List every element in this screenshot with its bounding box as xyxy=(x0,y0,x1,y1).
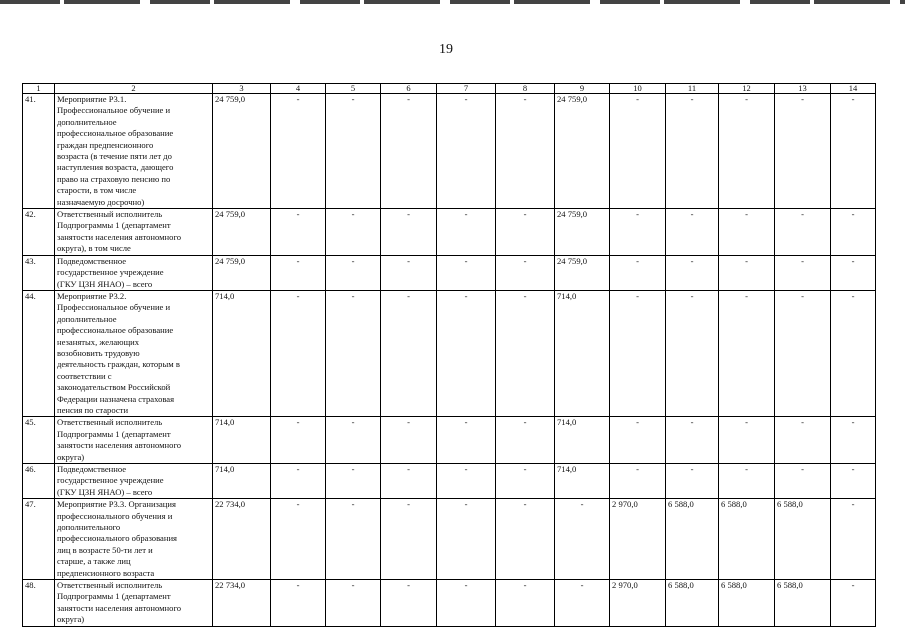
column-header-4: 4 xyxy=(271,84,326,94)
value-cell-col-5: - xyxy=(326,290,381,416)
description-line: Мероприятие Р3.2. xyxy=(57,290,127,301)
row-description xyxy=(55,94,213,209)
row-description xyxy=(55,417,213,464)
value-cell-col-13: - xyxy=(775,255,831,290)
table-row xyxy=(23,290,876,416)
value-cell-col-12: - xyxy=(719,255,775,290)
description-line: Мероприятие Р3.1. xyxy=(57,94,127,104)
description-line: Подпрограммы 1 (департамент xyxy=(57,220,171,231)
scan-edge-artifact xyxy=(0,0,905,4)
table-row xyxy=(23,499,876,580)
value-cell-col-10: - xyxy=(610,94,666,209)
value-cell-col-10: 2 970,0 xyxy=(610,499,666,580)
value-cell-col-9: - xyxy=(555,499,610,580)
value-cell-col-9: 714,0 xyxy=(555,417,610,464)
value-cell-col-4: - xyxy=(271,499,326,580)
value-cell-col-4: - xyxy=(271,290,326,416)
description-line: возобновить трудовую xyxy=(57,347,140,358)
description-line: округа), в том числе xyxy=(57,243,131,254)
row-description xyxy=(55,290,213,416)
value-cell-col-3: 714,0 xyxy=(213,417,271,464)
value-cell-col-6: - xyxy=(381,209,437,256)
description-line: государственное учреждение xyxy=(57,475,164,486)
value-cell-col-5: - xyxy=(326,94,381,209)
value-cell-col-4: - xyxy=(271,464,326,499)
value-cell-col-9: 714,0 xyxy=(555,290,610,416)
value-cell-col-8: - xyxy=(496,290,555,416)
description-line: округа) xyxy=(57,451,85,462)
value-cell-col-3: 714,0 xyxy=(213,464,271,499)
value-cell-col-11: 6 588,0 xyxy=(666,580,719,627)
table-row xyxy=(23,417,876,464)
value-cell-col-9: 24 759,0 xyxy=(555,255,610,290)
table-row xyxy=(23,94,876,209)
column-header-2: 2 xyxy=(55,84,213,94)
description-line: государственное учреждение xyxy=(57,267,164,278)
value-cell-col-6: - xyxy=(381,290,437,416)
value-cell-col-6: - xyxy=(381,464,437,499)
column-header-7: 7 xyxy=(437,84,496,94)
description-line: занятости населения автономного xyxy=(57,602,182,613)
value-cell-col-8: - xyxy=(496,209,555,256)
value-cell-col-12: - xyxy=(719,94,775,209)
description-line: лиц в возрасте 50-ти лет и xyxy=(57,544,153,555)
description-line: граждан предпенсионного xyxy=(57,139,154,150)
description-line: профессиональное образование xyxy=(57,128,174,139)
row-number: 44. xyxy=(23,290,55,416)
value-cell-col-6: - xyxy=(381,94,437,209)
value-cell-col-5: - xyxy=(326,417,381,464)
description-line: Профессиональное обучение и xyxy=(57,105,171,116)
value-cell-col-14: - xyxy=(831,417,876,464)
value-cell-col-11: - xyxy=(666,417,719,464)
description-line: (ГКУ ЦЗН ЯНАО) – всего xyxy=(57,278,153,289)
row-number: 45. xyxy=(23,417,55,464)
value-cell-col-14: - xyxy=(831,580,876,627)
value-cell-col-11: 6 588,0 xyxy=(666,499,719,580)
value-cell-col-8: - xyxy=(496,499,555,580)
value-cell-col-13: - xyxy=(775,417,831,464)
column-header-12: 12 xyxy=(719,84,775,94)
description-line: пенсия по старости xyxy=(57,404,129,415)
value-cell-col-11: - xyxy=(666,255,719,290)
column-header-13: 13 xyxy=(775,84,831,94)
value-cell-col-10: - xyxy=(610,464,666,499)
row-number: 48. xyxy=(23,580,55,627)
value-cell-col-7: - xyxy=(437,255,496,290)
value-cell-col-6: - xyxy=(381,499,437,580)
value-cell-col-14: - xyxy=(831,94,876,209)
description-line: Федерации назначена страховая xyxy=(57,393,175,404)
value-cell-col-10: - xyxy=(610,209,666,256)
value-cell-col-7: - xyxy=(437,417,496,464)
row-description xyxy=(55,499,213,580)
description-line: Ответственный исполнитель xyxy=(57,580,163,591)
description-line: старости, в том числе xyxy=(57,185,137,196)
value-cell-col-14: - xyxy=(831,290,876,416)
value-cell-col-7: - xyxy=(437,290,496,416)
description-line: наступления возраста, дающего xyxy=(57,162,174,173)
description-line: профессиональное образование xyxy=(57,325,174,336)
description-line: право на страховую пенсию по xyxy=(57,173,171,184)
row-description xyxy=(55,580,213,627)
description-line: деятельность граждан, которым в xyxy=(57,359,180,370)
row-number: 47. xyxy=(23,499,55,580)
table-row xyxy=(23,580,876,627)
column-header-9: 9 xyxy=(555,84,610,94)
value-cell-col-3: 24 759,0 xyxy=(213,209,271,256)
description-line: (ГКУ ЦЗН ЯНАО) – всего xyxy=(57,486,153,497)
value-cell-col-6: - xyxy=(381,417,437,464)
description-line: дополнительное xyxy=(57,313,117,324)
value-cell-col-10: - xyxy=(610,255,666,290)
column-header-8: 8 xyxy=(496,84,555,94)
value-cell-col-3: 22 734,0 xyxy=(213,580,271,627)
value-cell-col-3: 22 734,0 xyxy=(213,499,271,580)
value-cell-col-4: - xyxy=(271,94,326,209)
value-cell-col-13: 6 588,0 xyxy=(775,580,831,627)
column-header-14: 14 xyxy=(831,84,876,94)
description-line: Подпрограммы 1 (департамент xyxy=(57,591,171,602)
description-line: занятости населения автономного xyxy=(57,231,182,242)
value-cell-col-13: - xyxy=(775,209,831,256)
description-line: законодательством Российской xyxy=(57,382,171,393)
value-cell-col-6: - xyxy=(381,580,437,627)
budget-table xyxy=(22,83,876,627)
value-cell-col-4: - xyxy=(271,255,326,290)
value-cell-col-4: - xyxy=(271,417,326,464)
value-cell-col-8: - xyxy=(496,417,555,464)
value-cell-col-7: - xyxy=(437,464,496,499)
description-line: Ответственный исполнитель xyxy=(57,209,163,220)
value-cell-col-14: - xyxy=(831,255,876,290)
value-cell-col-12: 6 588,0 xyxy=(719,499,775,580)
value-cell-col-11: - xyxy=(666,464,719,499)
value-cell-col-5: - xyxy=(326,255,381,290)
column-header-3: 3 xyxy=(213,84,271,94)
value-cell-col-10: - xyxy=(610,417,666,464)
value-cell-col-9: 24 759,0 xyxy=(555,94,610,209)
row-number: 42. xyxy=(23,209,55,256)
value-cell-col-9: - xyxy=(555,580,610,627)
description-line: дополнительного xyxy=(57,522,121,533)
value-cell-col-3: 24 759,0 xyxy=(213,94,271,209)
value-cell-col-13: - xyxy=(775,464,831,499)
description-line: старше, а также лиц xyxy=(57,556,131,567)
page-number: 19 xyxy=(439,42,453,57)
value-cell-col-11: - xyxy=(666,290,719,416)
table-row xyxy=(23,464,876,499)
value-cell-col-14: - xyxy=(831,209,876,256)
description-line: Профессиональное обучение и xyxy=(57,302,171,313)
value-cell-col-14: - xyxy=(831,499,876,580)
description-line: округа) xyxy=(57,614,85,625)
value-cell-col-8: - xyxy=(496,464,555,499)
value-cell-col-3: 24 759,0 xyxy=(213,255,271,290)
column-header-10: 10 xyxy=(610,84,666,94)
description-line: незанятых, желающих xyxy=(57,336,140,347)
description-line: предпенсионного возраста xyxy=(57,567,155,578)
table-body xyxy=(23,94,876,627)
description-line: Подведомственное xyxy=(57,464,127,474)
value-cell-col-8: - xyxy=(496,94,555,209)
row-number: 41. xyxy=(23,94,55,209)
description-line: Подпрограммы 1 (департамент xyxy=(57,428,171,439)
row-description xyxy=(55,209,213,256)
value-cell-col-13: 6 588,0 xyxy=(775,499,831,580)
value-cell-col-7: - xyxy=(437,209,496,256)
row-number: 43. xyxy=(23,255,55,290)
value-cell-col-12: - xyxy=(719,290,775,416)
description-line: Подведомственное xyxy=(57,255,127,266)
column-header-5: 5 xyxy=(326,84,381,94)
value-cell-col-12: - xyxy=(719,464,775,499)
description-line: дополнительное xyxy=(57,116,117,127)
column-header-6: 6 xyxy=(381,84,437,94)
description-line: Ответственный исполнитель xyxy=(57,417,163,428)
column-header-11: 11 xyxy=(666,84,719,94)
value-cell-col-6: - xyxy=(381,255,437,290)
description-line: возраста (в течение пяти лет до xyxy=(57,151,172,162)
value-cell-col-8: - xyxy=(496,255,555,290)
value-cell-col-7: - xyxy=(437,580,496,627)
value-cell-col-7: - xyxy=(437,499,496,580)
table-row xyxy=(23,209,876,256)
value-cell-col-5: - xyxy=(326,464,381,499)
value-cell-col-10: - xyxy=(610,290,666,416)
value-cell-col-8: - xyxy=(496,580,555,627)
column-number-row xyxy=(23,84,876,94)
value-cell-col-9: 24 759,0 xyxy=(555,209,610,256)
value-cell-col-12: - xyxy=(719,417,775,464)
value-cell-col-13: - xyxy=(775,290,831,416)
value-cell-col-4: - xyxy=(271,209,326,256)
value-cell-col-13: - xyxy=(775,94,831,209)
row-description xyxy=(55,255,213,290)
value-cell-col-3: 714,0 xyxy=(213,290,271,416)
value-cell-col-10: 2 970,0 xyxy=(610,580,666,627)
value-cell-col-12: - xyxy=(719,209,775,256)
description-line: соответствии с xyxy=(57,370,112,381)
description-line: занятости населения автономного xyxy=(57,440,182,451)
value-cell-col-4: - xyxy=(271,580,326,627)
description-line: Мероприятие Р3.3. Организация xyxy=(57,499,176,510)
value-cell-col-11: - xyxy=(666,209,719,256)
row-number: 46. xyxy=(23,464,55,499)
row-description xyxy=(55,464,213,499)
description-line: профессионального образования xyxy=(57,533,177,544)
description-line: назначаемую досрочно) xyxy=(57,196,145,207)
value-cell-col-12: 6 588,0 xyxy=(719,580,775,627)
value-cell-col-5: - xyxy=(326,580,381,627)
value-cell-col-11: - xyxy=(666,94,719,209)
value-cell-col-7: - xyxy=(437,94,496,209)
table-row xyxy=(23,255,876,290)
value-cell-col-5: - xyxy=(326,209,381,256)
value-cell-col-14: - xyxy=(831,464,876,499)
value-cell-col-5: - xyxy=(326,499,381,580)
column-header-1: 1 xyxy=(23,84,55,94)
value-cell-col-9: 714,0 xyxy=(555,464,610,499)
description-line: профессионального обучения и xyxy=(57,510,173,521)
